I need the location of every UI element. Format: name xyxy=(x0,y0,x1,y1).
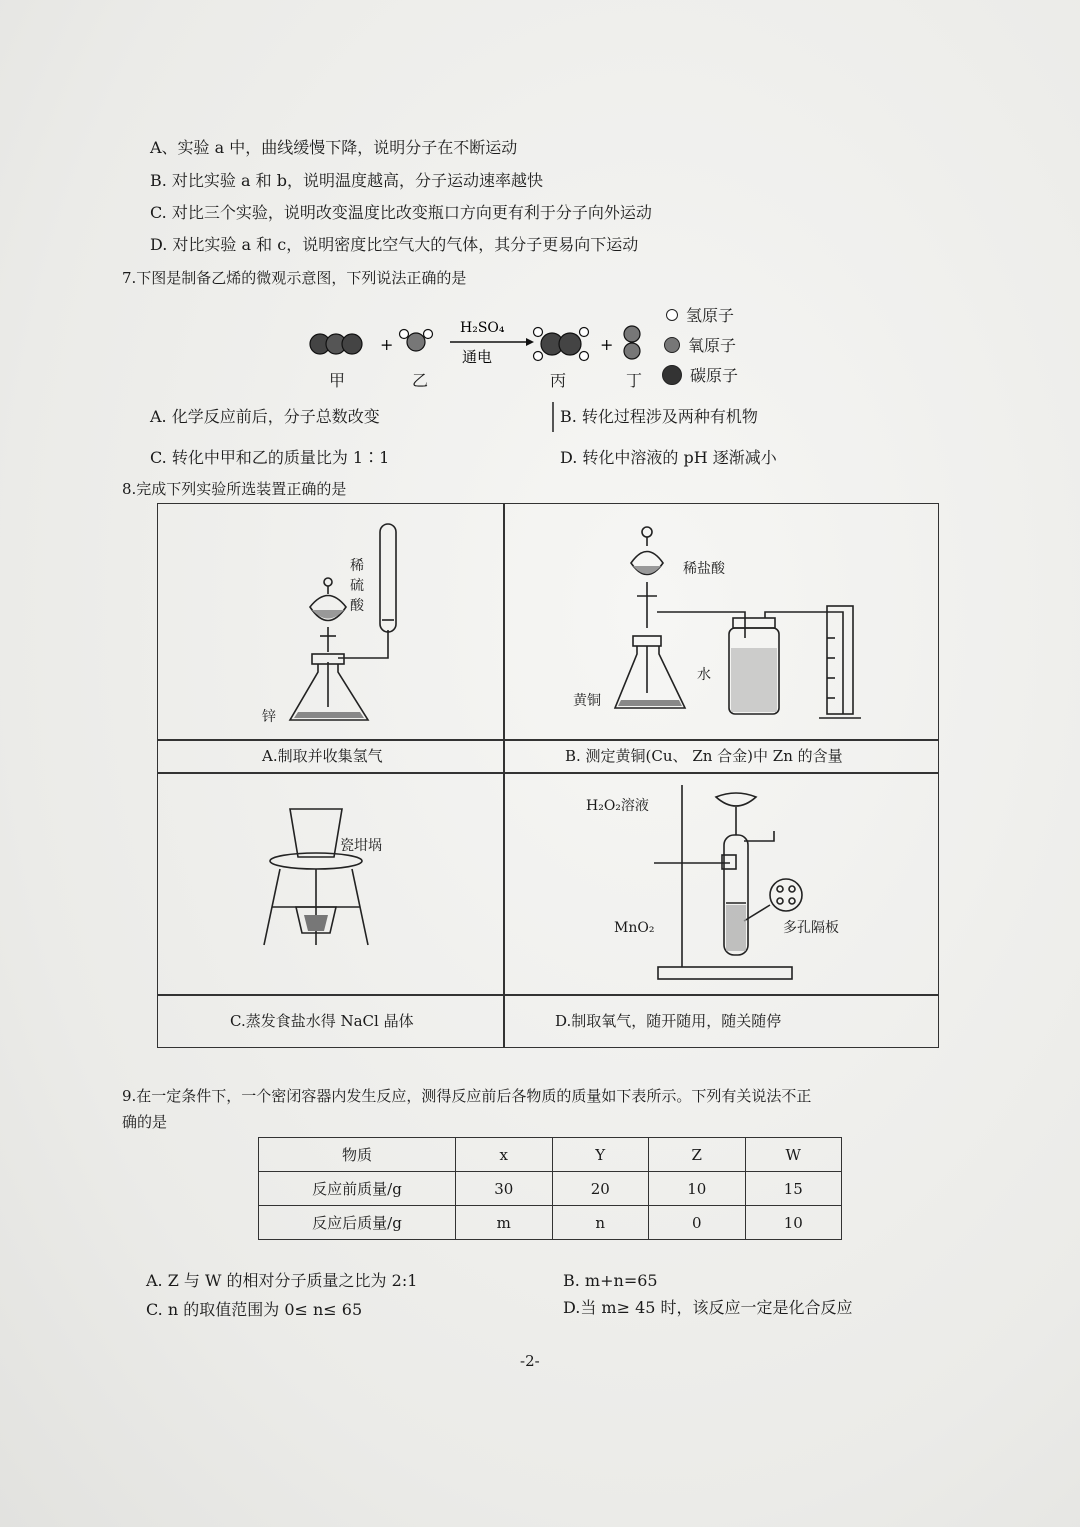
q6-option-d: D. 对比实验 a 和 c，说明密度比空气大的气体，其分子更易向下运动 xyxy=(150,235,639,254)
table-header-row xyxy=(259,1138,842,1172)
apparatus-a xyxy=(250,512,430,727)
plus-sign-2: + xyxy=(600,335,614,354)
label-water: 水 xyxy=(697,667,711,683)
label-mno2: MnO₂ xyxy=(614,920,655,936)
hydrogen-dot xyxy=(666,309,678,321)
label-dilute-hcl: 稀盐酸 xyxy=(683,561,725,577)
page-number: -2- xyxy=(520,1352,540,1370)
grid-row-divider-3 xyxy=(158,994,938,996)
table-cell: 反应前质量/g xyxy=(259,1172,456,1206)
molecule-bing xyxy=(534,328,589,361)
acid-liquid xyxy=(312,610,344,619)
q7-option-c: C. 转化中甲和乙的质量比为 1∶1 xyxy=(150,448,390,467)
q9-option-d: D.当 m≥ 45 时，该反应一定是化合反应 xyxy=(563,1298,853,1317)
table-header-cell: x xyxy=(456,1138,553,1172)
legend-oxygen xyxy=(664,333,736,356)
plus-sign-1: + xyxy=(380,335,394,354)
caption-b: B. 测定黄铜(Cu、 Zn 合金)中 Zn 的含量 xyxy=(565,747,843,765)
legend-carbon-label: 碳原子 xyxy=(690,366,739,385)
label-yi: 乙 xyxy=(412,371,429,390)
legend-carbon xyxy=(662,363,738,386)
water-in-bottle xyxy=(731,648,777,712)
table-header-cell: W xyxy=(745,1138,842,1172)
label-zinc: 锌 xyxy=(262,709,276,725)
q7-title: 7.下图是制备乙烯的微观示意图，下列说法正确的是 xyxy=(122,269,467,287)
label-ding: 丁 xyxy=(626,371,643,390)
table-cell: n xyxy=(552,1206,649,1240)
table-cell: 10 xyxy=(649,1172,746,1206)
table-cell: 15 xyxy=(745,1172,842,1206)
label-bing: 丙 xyxy=(550,371,567,390)
label-porcelain-crucible: 瓷坩埚 xyxy=(340,838,382,854)
q9-option-b: B. m+n=65 xyxy=(563,1271,658,1290)
legend-oxygen-label: 氧原子 xyxy=(688,336,737,355)
option-divider xyxy=(552,402,554,432)
q9-title-line1: 9.在一定条件下，一个密闭容器内发生反应，测得反应前后各物质的质量如下表所示。下列有关说法不正 xyxy=(122,1087,812,1105)
condition-electrolysis: 通电 xyxy=(462,348,493,366)
label-h2o2-solution: H₂O₂溶液 xyxy=(586,798,649,814)
reaction-diagram xyxy=(300,300,670,390)
table-cell: m xyxy=(456,1206,553,1240)
table-cell: 30 xyxy=(456,1172,553,1206)
legend-hydrogen xyxy=(666,303,734,326)
q6-option-c: C. 对比三个实验，说明改变温度比改变瓶口方向更有利于分子向外运动 xyxy=(150,203,652,222)
table-row xyxy=(259,1206,842,1240)
hcl-liquid xyxy=(633,566,661,574)
apparatus-c xyxy=(250,795,400,960)
caption-c: C.蒸发食盐水得 NaCl 晶体 xyxy=(230,1012,414,1030)
molecule-yi xyxy=(400,330,433,352)
caption-a: A.制取并收集氢气 xyxy=(262,747,383,765)
lamp-flame xyxy=(304,915,328,931)
table-cell: 20 xyxy=(552,1172,649,1206)
q9-title-line2: 确的是 xyxy=(122,1113,168,1131)
table-cell: 反应后质量/g xyxy=(259,1206,456,1240)
label-porous-plate: 多孔隔板 xyxy=(783,920,839,936)
oxygen-dot xyxy=(664,337,680,353)
table-header-cell: Y xyxy=(552,1138,649,1172)
table-cell: 10 xyxy=(745,1206,842,1240)
grid-row-divider-2 xyxy=(158,772,938,774)
q8-title: 8.完成下列实验所选装置正确的是 xyxy=(122,480,347,498)
catalyst-h2so4: H₂SO₄ xyxy=(460,320,505,336)
apparatus-b xyxy=(605,518,875,726)
molecule-ding xyxy=(624,326,640,359)
label-dilute: 稀 xyxy=(350,558,364,574)
q7-option-a: A. 化学反应前后，分子总数改变 xyxy=(150,407,380,426)
apparatus-d xyxy=(640,775,840,983)
molecule-jia xyxy=(310,334,362,354)
q6-option-b: B. 对比实验 a 和 b，说明温度越高，分子运动速率越快 xyxy=(150,171,543,190)
table-header-cell: Z xyxy=(649,1138,746,1172)
grid-row-divider-1 xyxy=(158,739,938,741)
caption-d: D.制取氧气，随开随用，随关随停 xyxy=(555,1012,782,1030)
q7-option-d: D. 转化中溶液的 pH 逐渐减小 xyxy=(560,448,777,467)
table-header-cell: 物质 xyxy=(259,1138,456,1172)
zinc-granules xyxy=(294,712,364,718)
carbon-dot xyxy=(662,365,682,385)
q9-option-c: C. n 的取值范围为 0≤ n≤ 65 xyxy=(146,1300,363,1319)
label-brass: 黄铜 xyxy=(573,693,601,709)
label-sulfuric: 硫 xyxy=(350,578,364,594)
grid-vertical-divider xyxy=(503,504,505,1047)
brass-sample xyxy=(618,700,682,706)
q9-option-a: A. Z 与 W 的相对分子质量之比为 2:1 xyxy=(146,1271,418,1290)
table-row xyxy=(259,1172,842,1206)
mass-table xyxy=(258,1137,842,1240)
table-cell: 0 xyxy=(649,1206,746,1240)
label-acid: 酸 xyxy=(350,598,364,614)
q7-option-b: B. 转化过程涉及两种有机物 xyxy=(560,407,758,426)
label-jia: 甲 xyxy=(329,371,346,390)
q6-option-a: A、实验 a 中，曲线缓慢下降，说明分子在不断运动 xyxy=(150,138,518,157)
peroxide-solution xyxy=(726,905,746,951)
legend-hydrogen-label: 氢原子 xyxy=(686,306,735,325)
arrow-head xyxy=(526,338,534,346)
